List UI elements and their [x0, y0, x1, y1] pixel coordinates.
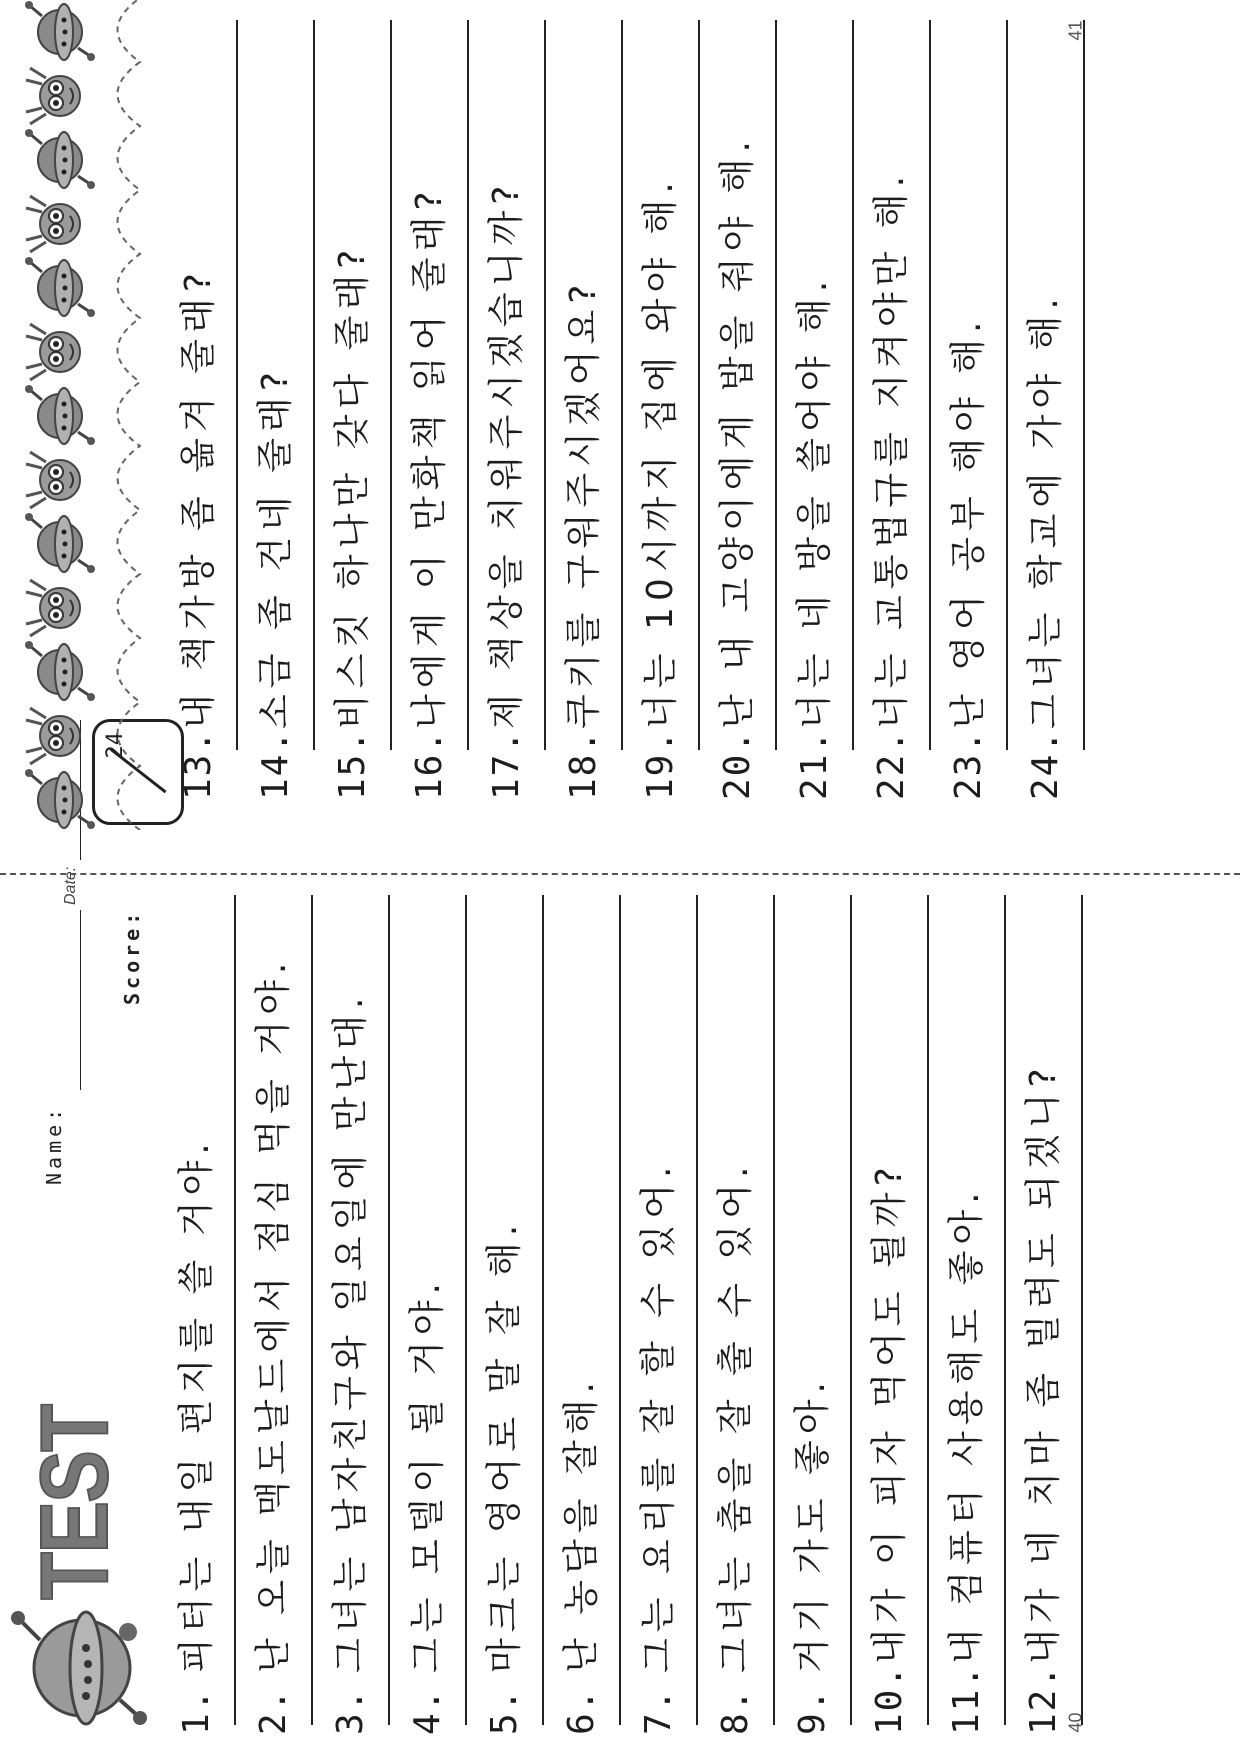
ufo-icon [25, 1, 95, 61]
answer-line[interactable] [696, 895, 698, 1725]
question-15 [324, 244, 375, 800]
page-divider [0, 873, 1240, 875]
question-7 [630, 1161, 681, 1735]
question-text: 난 농담을 잘해. [561, 1376, 602, 1673]
date-label: Date: [62, 866, 79, 905]
question-8 [707, 1161, 758, 1735]
question-number: 15. [332, 728, 373, 800]
question-5 [476, 1219, 527, 1735]
page-number-left: 40 [1065, 1712, 1086, 1733]
answer-line[interactable] [619, 895, 621, 1725]
answer-line[interactable] [775, 20, 777, 750]
name-line [80, 910, 81, 1090]
page-number-right: 41 [1065, 20, 1086, 41]
answer-line[interactable] [313, 20, 315, 750]
question-number: 6. [561, 1687, 602, 1735]
question-text: 너는 네 방을 쓸어야 해. [794, 274, 835, 729]
answer-line[interactable] [465, 895, 467, 1725]
alien-icon [26, 324, 80, 380]
question-number: 23. [948, 728, 989, 800]
question-number: 22. [871, 728, 912, 800]
question-6 [553, 1376, 604, 1735]
question-21 [786, 275, 837, 800]
name-label: Name: [42, 1104, 66, 1185]
wave-border [118, 0, 141, 830]
answer-line[interactable] [929, 20, 931, 750]
score-total: 24 [103, 732, 128, 759]
question-text: 그녀는 춤을 잘 출 수 있어. [715, 1160, 756, 1673]
answer-line[interactable] [234, 895, 236, 1725]
ufo-icon [25, 129, 95, 189]
question-24 [1017, 292, 1068, 800]
question-10 [861, 1161, 912, 1735]
question-number: 13. [178, 728, 219, 800]
question-1 [168, 1137, 219, 1735]
question-number: 14. [255, 728, 296, 800]
answer-line[interactable] [467, 20, 469, 750]
alien-icon [26, 452, 80, 508]
question-text: 난 오늘 맥도날드에서 점심 먹을 거야. [253, 956, 294, 1673]
alien-icon [26, 196, 80, 252]
answer-line[interactable] [311, 895, 313, 1725]
question-text: 내 책가방 좀 옮겨 줄래? [178, 267, 219, 729]
question-19 [632, 176, 683, 800]
answer-line[interactable] [544, 20, 546, 750]
question-text: 그는 요리를 잘 할 수 있어. [638, 1160, 679, 1673]
question-number: 24. [1025, 728, 1066, 800]
question-text: 비스킷 하나만 갖다 줄래? [332, 243, 373, 729]
question-4 [399, 1277, 450, 1735]
answer-line[interactable] [852, 20, 854, 750]
ufo-icon [25, 641, 95, 701]
question-number: 3. [330, 1687, 371, 1735]
question-9 [784, 1376, 835, 1735]
ufo-icon [25, 769, 95, 829]
question-text: 거기 가도 좋아. [792, 1376, 833, 1673]
question-number: 1. [176, 1687, 217, 1735]
question-text: 내가 네 치마 좀 빌려도 되겠니? [1023, 1062, 1064, 1664]
answer-line[interactable] [1006, 20, 1008, 750]
question-number: 10. [869, 1663, 910, 1735]
question-text: 나에게 이 만화책 읽어 줄래? [409, 185, 450, 729]
question-11 [938, 1186, 989, 1735]
question-number: 11. [946, 1663, 987, 1735]
question-2 [245, 957, 296, 1735]
question-text: 내 컴퓨터 사용해도 좋아. [946, 1186, 987, 1664]
question-text: 난 영어 공부 해야 해. [948, 315, 989, 729]
ufo-icon [25, 257, 95, 317]
question-3 [322, 992, 373, 1735]
question-text: 소금 좀 건네 줄래? [255, 366, 296, 729]
question-number: 5. [484, 1687, 525, 1735]
alien-icon [26, 68, 80, 124]
answer-line[interactable] [1081, 895, 1083, 1725]
question-18 [555, 279, 606, 800]
question-12 [1015, 1062, 1066, 1735]
ufo-icon [25, 513, 95, 573]
alien-icon [26, 580, 80, 636]
question-text: 난 내 고양이에게 밥을 줘야 해. [717, 134, 758, 729]
answer-line[interactable] [388, 895, 390, 1725]
question-number: 9. [792, 1687, 833, 1735]
answer-line[interactable] [542, 895, 544, 1725]
question-number: 12. [1023, 1663, 1064, 1735]
question-number: 16. [409, 728, 450, 800]
question-number: 20. [717, 728, 758, 800]
answer-line[interactable] [1004, 895, 1006, 1725]
question-16 [401, 186, 452, 800]
score-label: Score: [120, 908, 144, 1005]
answer-line[interactable] [773, 895, 775, 1725]
question-text: 내가 이 피자 먹어도 될까? [869, 1161, 910, 1664]
question-number: 7. [638, 1687, 679, 1735]
question-17 [478, 180, 529, 800]
ufo-icon [10, 1600, 150, 1730]
answer-line[interactable] [390, 20, 392, 750]
question-text: 쿠키를 구워주시겠어요? [563, 278, 604, 729]
question-text: 너는 교통법규를 지켜야만 해. [871, 169, 912, 729]
question-text: 너는 10시까지 집에 와야 해. [640, 176, 681, 729]
alien-icon [26, 708, 80, 764]
question-number: 2. [253, 1687, 294, 1735]
question-text: 그는 모델이 될 거야. [407, 1277, 448, 1673]
question-number: 18. [563, 728, 604, 800]
question-number: 17. [486, 728, 527, 800]
question-number: 4. [407, 1687, 448, 1735]
question-text: 그녀는 학교에 가야 해. [1025, 292, 1066, 729]
decorative-border [0, 0, 150, 830]
question-number: 21. [794, 728, 835, 800]
question-text: 피터는 내일 편지를 쓸 거야. [176, 1137, 217, 1673]
question-13 [170, 267, 221, 800]
answer-line[interactable] [698, 20, 700, 750]
ufo-icon [25, 385, 95, 445]
question-14 [247, 366, 298, 800]
question-text: 제 책상을 치워주시겠습니까? [486, 179, 527, 729]
page-title: TEST [21, 1405, 128, 1600]
answer-line[interactable] [850, 895, 852, 1725]
question-text: 그녀는 남자친구와 일요일에 만난대. [330, 991, 371, 1673]
answer-line[interactable] [236, 20, 238, 750]
question-number: 8. [715, 1687, 756, 1735]
question-20 [709, 135, 760, 800]
answer-line[interactable] [1083, 20, 1085, 750]
answer-line[interactable] [927, 895, 929, 1725]
question-22 [863, 170, 914, 800]
answer-line[interactable] [621, 20, 623, 750]
question-text: 마크는 영어로 말 잘 해. [484, 1218, 525, 1673]
question-number: 19. [640, 728, 681, 800]
question-23 [940, 316, 991, 800]
